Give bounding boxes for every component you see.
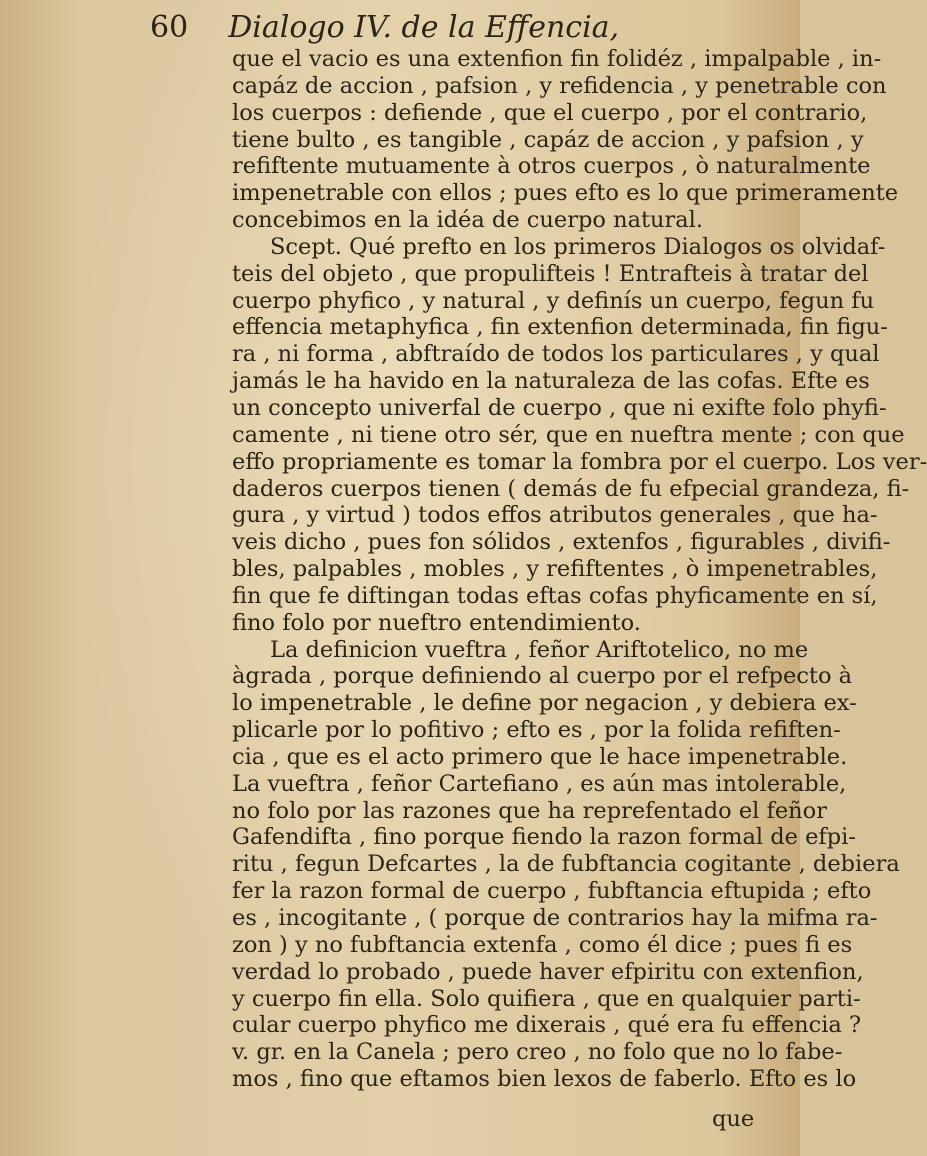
text-line: àgrada , porque definiendo al cuerpo por el refpecto à [232, 663, 853, 690]
text-line: fer la razon formal de cuerpo , fubftancia eftupida ; efto [232, 878, 872, 905]
text-line: bles, palpables , mobles , y refiftentes , ò impenetrables, [232, 556, 878, 583]
text-line: ra , ni forma , abftraído de todos los particulares , y qual [232, 341, 880, 368]
text-line: effo propriamente es tomar la fombra por el cuerpo. Los ver- [232, 448, 927, 475]
text-line: La vueftra , feñor Cartefiano , es aún mas intolerable, [232, 770, 847, 797]
text-line: concebimos en la idéa de cuerpo natural. [232, 207, 704, 234]
text-line: teis del objeto , que propulifteis ! Entrafteis à tratar del [232, 260, 869, 287]
text-line: impenetrable con ellos ; pues efto es lo que primeramente [232, 180, 899, 207]
text-line: no folo por las razones que ha reprefentado el feñor [232, 797, 827, 824]
text-line: lo impenetrable , le define por negacion , y debiera ex- [232, 690, 857, 717]
page-number: 60 [150, 10, 189, 45]
text-line: effencia metaphyfica , fin extenfion determinada, fin figu- [232, 314, 888, 341]
text-line: camente , ni tiene otro sér, que en nueftra mente ; con que [232, 421, 905, 448]
text-line: refiftente mutuamente à otros cuerpos , ò naturalmente [232, 153, 871, 180]
text-line: cular cuerpo phyfico me dixerais , qué era fu effencia ? [232, 1012, 862, 1039]
text-line: zon ) y no fubftancia extenfa , como él dice ; pues fi es [232, 931, 853, 958]
text-line: mos , fino que eftamos bien lexos de faberlo. Efto es lo [232, 1066, 857, 1093]
text-line: verdad lo probado , puede haver efpiritu con extenfion, [232, 958, 864, 985]
text-line: cia , que es el acto primero que le hace impenetrable. [232, 743, 848, 770]
text-line: es , incogitante , ( porque de contrarios hay la mifma ra- [232, 905, 878, 931]
text-line: Gafendifta , fino porque fiendo la razon formal de efpi- [232, 824, 856, 851]
text-line: y cuerpo fin ella. Solo quifiera , que en qualquier parti- [232, 985, 861, 1012]
text-line: que el vacio es una extenfion fin folidéz , impalpable , in- [232, 46, 882, 72]
text-line: daderos cuerpos tienen ( demás de fu efpecial grandeza, fi- [232, 475, 910, 502]
text-line: cuerpo phyfico , y natural , y definís un cuerpo, fegun fu [232, 287, 875, 314]
text-line: un concepto univerfal de cuerpo , que ni exifte folo phyfi- [232, 394, 887, 421]
text-line: ritu , fegun Defcartes , la de fubftancia cogitante , debiera [232, 851, 900, 878]
text-line: capáz de accion , pafsion , y refidencia , y penetrable con [232, 72, 887, 99]
text-line: fin que fe diftingan todas eftas cofas phyficamente en sí, [232, 582, 878, 609]
text-line: jamás le ha havido en la naturaleza de las cofas. Efte es [232, 368, 870, 395]
text-line: La definicion vueftra , feñor Ariftotelico, no me [270, 636, 809, 663]
body-text [232, 46, 927, 1093]
running-head-title: Dialogo IV. de la Effencia, [228, 10, 620, 45]
text-line: Scept. Qué prefto en los primeros Dialogos os olvidaf- [270, 233, 886, 260]
text-line: gura , y virtud ) todos effos atributos generales , que ha- [232, 502, 878, 529]
text-line: plicarle por lo pofitivo ; efto es , por la folida refiften- [232, 717, 841, 744]
text-line: fino folo por nueftro entendimiento. [232, 609, 641, 636]
text-line: tiene bulto , es tangible , capáz de accion , y pafsion , y [232, 126, 864, 153]
text-line: veis dicho , pues fon sólidos , extenfos , figurables , divifi- [232, 529, 891, 556]
running-head [150, 10, 619, 50]
text-line: los cuerpos : defiende , que el cuerpo , por el contrario, [232, 99, 868, 126]
text-line: v. gr. en la Canela ; pero creo , no folo que no lo fabe- [232, 1039, 843, 1066]
catchword: que [712, 1106, 755, 1132]
